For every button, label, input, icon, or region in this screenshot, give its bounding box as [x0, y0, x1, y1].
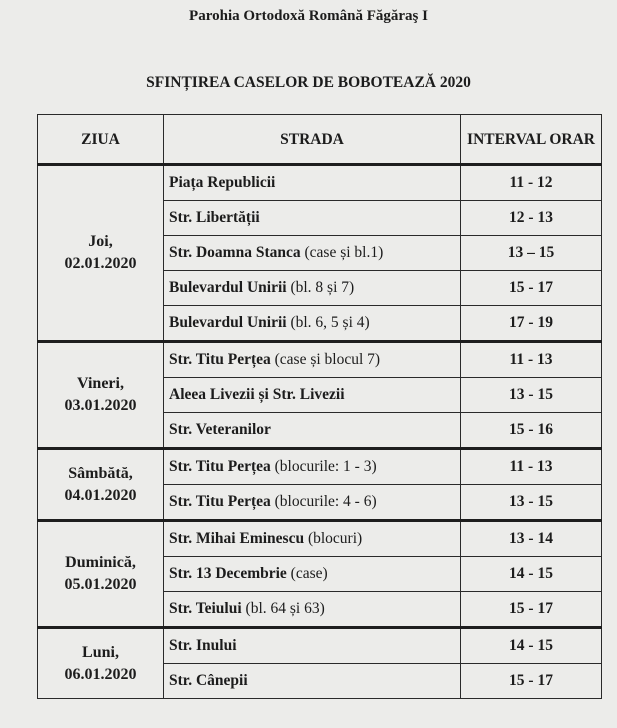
table-row: [38, 449, 602, 485]
street-name: Str. Titu Perțea: [169, 493, 271, 510]
day-name: Joi,: [88, 233, 113, 250]
schedule-table: [37, 114, 602, 699]
street-cell: [164, 413, 461, 449]
day-group: [38, 165, 602, 342]
day-date: 02.01.2020: [64, 255, 137, 272]
day-date: 04.01.2020: [64, 486, 137, 504]
document-title: SFINȚIREA CASELOR DE BOBOTEAZĂ 2020: [146, 74, 471, 91]
interval-cell: 11 - 13: [461, 342, 602, 378]
interval-cell: 17 - 19: [461, 306, 602, 342]
street-note: (bl. 64 și 63): [245, 600, 325, 617]
street-name: Str. Veteranilor: [169, 421, 271, 438]
street-cell: [164, 378, 461, 413]
interval-cell: 13 - 15: [461, 378, 602, 413]
interval-cell: 15 - 16: [461, 413, 602, 449]
street-cell: [164, 485, 461, 521]
day-cell: [38, 165, 164, 342]
day-name: Vineri,: [77, 375, 124, 392]
street-cell: [164, 664, 461, 699]
street-name: Str. Cânepii: [169, 672, 248, 689]
street-note: (blocuri): [307, 530, 363, 547]
street-cell: [164, 557, 461, 592]
interval-cell: 15 - 17: [461, 664, 602, 699]
day-group: [38, 342, 602, 449]
street-name: Bulevardul Unirii: [169, 314, 287, 331]
day-group: [38, 521, 602, 628]
street-note: (bl. 8 și 7): [290, 279, 355, 296]
street-cell: [164, 271, 461, 306]
street-name: Str. Mihai Eminescu: [169, 530, 305, 547]
day-group: [38, 628, 602, 699]
street-cell: [164, 449, 461, 485]
day-name: Duminică,: [65, 554, 136, 571]
day-cell: [38, 449, 164, 521]
street-name: Aleea Livezii și Str. Livezii: [169, 386, 345, 403]
interval-cell: 11 - 13: [461, 449, 602, 485]
day-date: 06.01.2020: [64, 665, 137, 683]
street-name: Str. Titu Perțea: [169, 351, 271, 368]
interval-cell: 11 - 12: [461, 165, 602, 201]
table-row: [38, 342, 602, 378]
day-cell: [38, 628, 164, 699]
interval-cell: 15 - 17: [461, 271, 602, 306]
street-name: Str. Teiului: [169, 600, 242, 617]
interval-cell: 13 – 15: [461, 236, 602, 271]
street-cell: [164, 628, 461, 664]
day-group: [38, 449, 602, 521]
street-note: (blocurile: 4 - 6): [274, 493, 377, 510]
street-cell: [164, 521, 461, 557]
interval-cell: 14 - 15: [461, 628, 602, 664]
street-note: (case și blocul 7): [274, 351, 381, 368]
column-header-interval: INTERVAL ORAR: [461, 115, 602, 165]
day-name: Luni,: [82, 643, 119, 661]
day-cell: [38, 521, 164, 628]
interval-cell: 13 - 15: [461, 485, 602, 521]
street-name: Str. Titu Perțea: [169, 458, 271, 475]
street-name: Bulevardul Unirii: [169, 279, 287, 296]
street-cell: [164, 592, 461, 628]
day-cell: [38, 342, 164, 449]
street-cell: [164, 165, 461, 201]
day-date: 05.01.2020: [64, 576, 137, 593]
table-row: [38, 521, 602, 557]
header-row: [38, 115, 602, 165]
day-date: 03.01.2020: [64, 397, 137, 414]
interval-cell: 15 - 17: [461, 592, 602, 628]
column-header-day: ZIUA: [38, 115, 164, 165]
street-note: (blocurile: 1 - 3): [274, 458, 377, 475]
street-cell: [164, 201, 461, 236]
street-name: Str. Libertății: [169, 209, 260, 226]
street-cell: [164, 342, 461, 378]
street-cell: [164, 236, 461, 271]
street-note: (case): [290, 565, 328, 582]
street-name: Str. Doamna Stanca: [169, 244, 301, 261]
street-name: Str. Inului: [169, 637, 237, 654]
street-name: Str. 13 Decembrie: [169, 565, 287, 582]
interval-cell: 14 - 15: [461, 557, 602, 592]
street-cell: [164, 306, 461, 342]
table-row: [38, 628, 602, 664]
interval-cell: 12 - 13: [461, 201, 602, 236]
street-note: (case și bl.1): [304, 244, 384, 261]
street-note: (bl. 6, 5 și 4): [290, 314, 370, 331]
parish-name: Parohia Ortodoxă Română Făgăraş I: [189, 8, 428, 24]
day-name: Sâmbătă,: [68, 464, 133, 482]
column-header-street: STRADA: [164, 115, 461, 165]
table-row: [38, 165, 602, 201]
interval-cell: 13 - 14: [461, 521, 602, 557]
street-name: Piața Republicii: [169, 174, 276, 191]
